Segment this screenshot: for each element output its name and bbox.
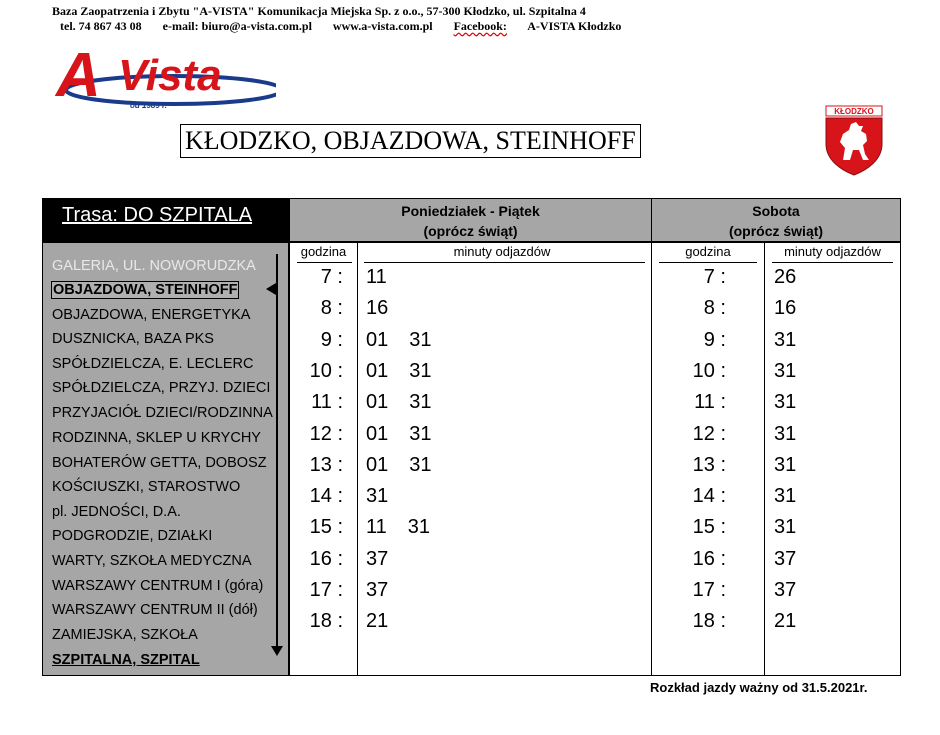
divider [659, 262, 757, 263]
hour-cell: 13 : [692, 453, 726, 476]
stop-item: DUSZNICKA, BAZA PKS [52, 331, 214, 347]
minute-value: 31 [409, 453, 432, 476]
minutes-cell [366, 516, 451, 539]
minute-value: 31 [774, 453, 797, 476]
minute-value: 37 [774, 579, 797, 601]
hour-cell: 17 : [692, 579, 726, 601]
hour-cell: 12 : [692, 422, 726, 445]
hour-cell: 16 : [692, 547, 726, 570]
minutes-cell [366, 360, 453, 383]
hour-cell: 12 : [309, 422, 343, 445]
minutes-cell [366, 329, 453, 352]
stop-item: RODZINNA, SKLEP U KRYCHY [52, 430, 261, 446]
minutes-cell [366, 297, 409, 320]
website-text: www.a-vista.com.pl [332, 19, 433, 33]
stop-item: WARSZAWY CENTRUM II (dół) [52, 602, 258, 618]
hour-cell: 17 : [309, 579, 343, 601]
hour-cell: 10 : [309, 359, 343, 382]
minute-value: 31 [774, 328, 797, 351]
weekday-header [289, 198, 652, 242]
stop-item: WARTY, SZKOŁA MEDYCZNA [52, 553, 252, 569]
facebook-text [454, 19, 640, 33]
minutes-cell [366, 610, 409, 633]
minute-value: 01 [366, 391, 389, 414]
weekday-title: Poniedziałek - Piątek [401, 203, 540, 219]
minute-value: 01 [366, 328, 389, 351]
stop-item: SPÓŁDZIELCZA, PRZYJ. DZIECI [52, 380, 271, 396]
minute-value: 01 [366, 422, 389, 445]
minutes-cell [366, 266, 408, 289]
logo-letter-a: A [56, 41, 101, 110]
hour-cell: 15 : [309, 516, 343, 539]
email-text: e-mail: biuro@a-vista.com.pl [162, 19, 312, 33]
saturday-subtitle: (oprócz świąt) [728, 223, 824, 239]
logo-since: od 1989 r. [130, 101, 167, 110]
minute-value: 26 [774, 266, 797, 288]
hour-cell: 7 : [703, 266, 726, 288]
hour-cell: 10 : [692, 359, 726, 382]
stop-item: BOHATERÓW GETTA, DOBOSZ [52, 455, 267, 471]
hour-cell: 18 : [692, 610, 726, 633]
minutes-cell [774, 423, 817, 446]
facebook-label: Facebook: [453, 19, 507, 33]
hour-cell: 7 : [320, 266, 343, 288]
minute-value: 37 [366, 547, 389, 570]
validity-note: Rozkład jazdy ważny od 31.5.2021r. [650, 680, 868, 695]
minutes-cell [366, 391, 453, 414]
hour-cell: 18 : [309, 610, 343, 633]
minutes-cell [366, 579, 409, 602]
minute-value: 11 [366, 516, 387, 539]
weekday-subtitle: (oprócz świąt) [423, 223, 518, 239]
stop-item: SPÓŁDZIELCZA, E. LECLERC [52, 356, 254, 372]
stop-item: ZAMIEJSKA, SZKOŁA [52, 627, 198, 643]
stop-item: PRZYJACIÓŁ DZIECI/RODZINNA [52, 405, 273, 421]
phone-text: tel. 74 867 43 08 [60, 19, 142, 33]
contact-line [60, 19, 639, 34]
minute-value: 11 [366, 266, 387, 288]
facebook-name: A-VISTA Kłodzko [527, 19, 622, 33]
hour-cell: 8 : [320, 297, 343, 320]
stop-item-destination: SZPITALNA, SZPITAL [52, 652, 200, 668]
hour-cell: 9 : [320, 328, 343, 351]
saturday-minutes-label: minuty odjazdów [784, 244, 881, 259]
minutes-cell [774, 485, 817, 508]
minute-value: 31 [409, 328, 432, 351]
minute-value: 16 [366, 297, 389, 320]
route-direction-line [276, 254, 278, 648]
minutes-cell [774, 329, 817, 352]
stop-item: GALERIA, UL. NOWORUDZKA [52, 258, 256, 274]
saturday-title: Sobota [752, 203, 800, 219]
minute-value: 31 [774, 359, 797, 382]
stop-item: WARSZAWY CENTRUM I (góra) [52, 578, 264, 594]
minute-value: 01 [366, 359, 389, 382]
hour-cell: 14 : [692, 485, 726, 508]
minutes-cell [774, 610, 817, 633]
minute-value: 31 [409, 391, 432, 414]
minute-value: 21 [774, 610, 797, 633]
company-line: Baza Zaopatrzenia i Zbytu "A-VISTA" Komunikacja Miejska Sp. z o.o., 57-300 Kłodzko, ul. Szpitalna 4 [52, 4, 586, 18]
hour-cell: 15 : [692, 516, 726, 539]
minutes-cell [774, 297, 817, 320]
stop-item-current: OBJAZDOWA, STEINHOFF [53, 282, 238, 298]
current-stop-arrow-icon [266, 283, 276, 295]
hour-cell: 13 : [309, 453, 343, 476]
minute-value: 31 [774, 422, 797, 445]
stop-item: OBJAZDOWA, ENERGETYKA [52, 307, 251, 323]
minute-value: 01 [366, 453, 389, 476]
logo-word-vista: Vista [118, 51, 222, 100]
minutes-cell [366, 423, 453, 446]
weekday-minutes-label: minuty odjazdów [453, 244, 551, 259]
minutes-cell [774, 454, 817, 477]
divider [364, 262, 645, 263]
saturday-hour-label: godzina [685, 244, 731, 259]
hour-cell: 11 : [694, 391, 726, 414]
minute-value: 37 [774, 547, 797, 570]
minute-value: 37 [366, 579, 389, 601]
minutes-cell [366, 485, 409, 508]
a-vista-logo [54, 40, 276, 110]
minutes-cell [774, 516, 817, 539]
weekday-hour-label: godzina [300, 244, 347, 259]
divider [297, 262, 352, 263]
minute-value: 31 [774, 485, 797, 508]
crest-label: KŁODZKO [834, 107, 874, 116]
minute-value: 16 [774, 297, 797, 320]
minute-value: 31 [409, 359, 432, 382]
stop-list [42, 242, 289, 676]
minutes-cell [774, 579, 817, 602]
hour-cell: 14 : [309, 485, 343, 508]
route-header [42, 198, 289, 242]
arrow-down-icon [271, 646, 283, 656]
minute-value: 31 [409, 422, 432, 445]
minutes-cell [774, 548, 817, 571]
minutes-cell [774, 360, 817, 383]
minutes-cell [366, 454, 453, 477]
minute-value: 31 [366, 485, 389, 508]
minutes-cell [774, 266, 817, 289]
divider [772, 262, 893, 263]
route-title: Trasa: DO SZPITALA [62, 204, 253, 226]
minute-value: 31 [407, 516, 431, 539]
minutes-cell [774, 391, 817, 414]
stop-item: PODGRODZIE, DZIAŁKI [52, 528, 213, 544]
hour-cell: 11 : [311, 391, 343, 414]
klodzko-crest-icon [823, 104, 885, 176]
minutes-cell [366, 548, 409, 571]
stop-item: KOŚCIUSZKI, STAROSTWO [52, 479, 241, 495]
page-title: KŁODZKO, OBJAZDOWA, STEINHOFF [180, 124, 641, 158]
minute-value: 31 [774, 391, 797, 414]
minute-value: 21 [366, 610, 389, 633]
hour-cell: 8 : [703, 297, 726, 320]
hour-cell: 9 : [703, 328, 726, 351]
stop-item: pl. JEDNOŚCI, D.A. [52, 504, 181, 520]
hour-cell: 16 : [309, 547, 343, 570]
saturday-header [651, 198, 901, 242]
minute-value: 31 [774, 516, 797, 539]
